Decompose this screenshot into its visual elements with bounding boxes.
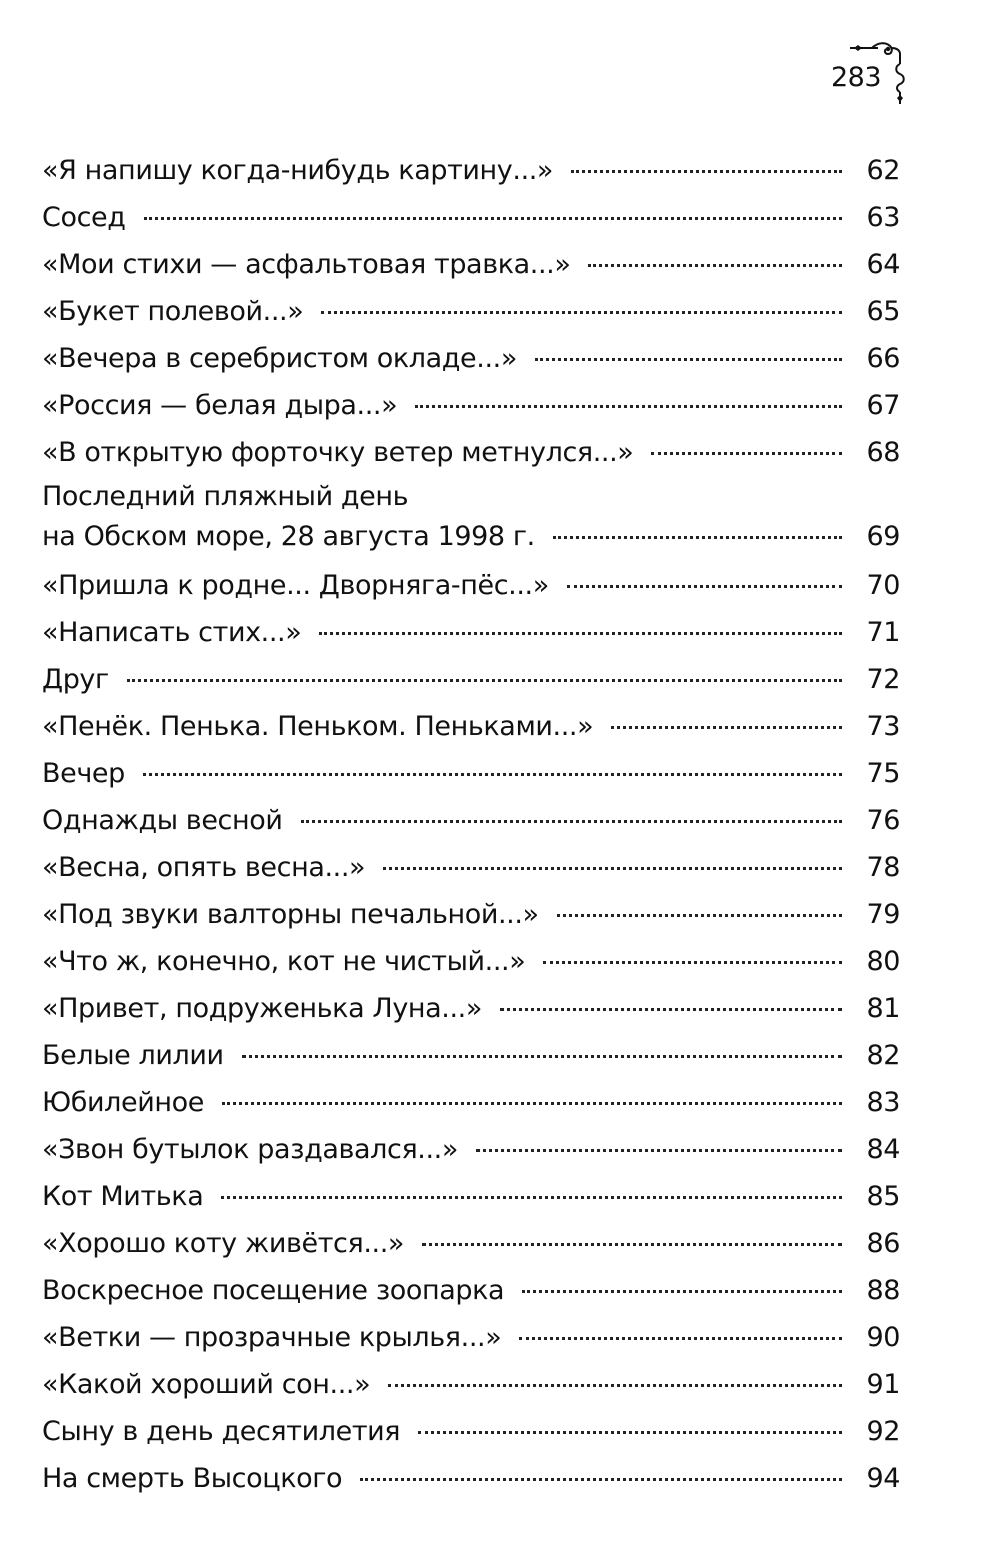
dot-leader xyxy=(321,311,842,314)
toc-entry[interactable] xyxy=(42,289,900,336)
dot-leader xyxy=(522,1290,842,1293)
entry-page-number: 86 xyxy=(866,1228,900,1259)
toc-entry[interactable] xyxy=(42,242,900,289)
toc-entry[interactable] xyxy=(42,1080,900,1127)
entry-page-number: 75 xyxy=(866,758,900,789)
toc-entry[interactable] xyxy=(42,195,900,242)
toc-entry[interactable] xyxy=(42,430,900,477)
entry-title: Кот Митька xyxy=(42,1181,204,1212)
entry-title: «Вечера в серебристом окладе...» xyxy=(42,343,517,374)
toc-entry[interactable] xyxy=(42,610,900,657)
toc-entry[interactable] xyxy=(42,1127,900,1174)
dot-leader xyxy=(422,1243,842,1246)
entry-page-number: 85 xyxy=(866,1181,900,1212)
toc-entry[interactable] xyxy=(42,563,900,610)
entry-title: «Написать стих...» xyxy=(42,617,302,648)
entry-page-number: 64 xyxy=(866,249,900,280)
toc-entry[interactable] xyxy=(42,798,900,845)
dot-leader xyxy=(301,820,843,823)
entry-title: Сосед xyxy=(42,202,126,233)
toc-entry[interactable] xyxy=(42,1315,900,1362)
entry-page-number: 62 xyxy=(866,155,900,186)
dot-leader xyxy=(476,1149,842,1152)
toc-entry[interactable] xyxy=(42,939,900,986)
dot-leader xyxy=(567,585,842,588)
dot-leader xyxy=(500,1008,842,1011)
entry-title: «Хорошо коту живётся...» xyxy=(42,1228,404,1259)
dot-leader xyxy=(144,217,843,220)
entry-title: на Обском море, 28 августа 1998 г. xyxy=(42,521,535,552)
dot-leader xyxy=(221,1196,842,1199)
entry-title: «В открытую форточку ветер метнулся...» xyxy=(42,437,634,468)
entry-title: Юбилейное xyxy=(42,1087,204,1118)
toc-entry[interactable] xyxy=(42,751,900,798)
toc-entry[interactable] xyxy=(42,1033,900,1080)
entry-page-number: 84 xyxy=(866,1134,900,1165)
entry-title: «Под звуки валторны печальной...» xyxy=(42,899,539,930)
dot-leader xyxy=(571,170,842,173)
toc-entry[interactable] xyxy=(42,477,900,563)
entry-title: Воскресное посещение зоопарка xyxy=(42,1275,505,1306)
toc-entry[interactable] xyxy=(42,336,900,383)
entry-page-number: 80 xyxy=(866,946,900,977)
dot-leader xyxy=(553,536,842,539)
entry-title: «Что ж, конечно, кот не чистый...» xyxy=(42,946,526,977)
entry-page-number: 78 xyxy=(866,852,900,883)
dot-leader xyxy=(651,452,842,455)
dot-leader xyxy=(319,632,842,635)
entry-title: Белые лилии xyxy=(42,1040,224,1071)
entry-title: «Пенёк. Пенька. Пеньком. Пеньками...» xyxy=(42,711,594,742)
dot-leader xyxy=(543,961,842,964)
entry-page-number: 92 xyxy=(866,1416,900,1447)
entry-page-number: 88 xyxy=(866,1275,900,1306)
dot-leader xyxy=(418,1431,842,1434)
entry-page-number: 69 xyxy=(866,521,900,552)
toc-entry[interactable] xyxy=(42,1221,900,1268)
dot-leader xyxy=(127,679,842,682)
dot-leader xyxy=(383,867,842,870)
page-number: 283 xyxy=(831,62,882,93)
dot-leader xyxy=(388,1384,842,1387)
corner-flourish-icon xyxy=(848,40,910,106)
toc-entry[interactable] xyxy=(42,892,900,939)
entry-title: Друг xyxy=(42,664,109,695)
toc-entry[interactable] xyxy=(42,1456,900,1503)
entry-title: «Весна, опять весна...» xyxy=(42,852,366,883)
entry-page-number: 70 xyxy=(866,570,900,601)
dot-leader xyxy=(143,773,842,776)
entry-title: «Звон бутылок раздавался...» xyxy=(42,1134,458,1165)
toc-entry[interactable] xyxy=(42,148,900,195)
dot-leader xyxy=(415,405,842,408)
toc-entry[interactable] xyxy=(42,383,900,430)
entry-title: Однажды весной xyxy=(42,805,283,836)
entry-title: «Я напишу когда-нибудь картину...» xyxy=(42,155,554,186)
toc-entry[interactable] xyxy=(42,704,900,751)
toc-entry[interactable] xyxy=(42,657,900,704)
entry-title: Вечер xyxy=(42,758,125,789)
entry-page-number: 68 xyxy=(866,437,900,468)
entry-title: Сыну в день десятилетия xyxy=(42,1416,401,1447)
entry-page-number: 72 xyxy=(866,664,900,695)
dot-leader xyxy=(242,1055,842,1058)
entry-title: «Букет полевой...» xyxy=(42,296,304,327)
entry-page-number: 73 xyxy=(866,711,900,742)
dot-leader xyxy=(360,1478,842,1481)
toc-entry[interactable] xyxy=(42,845,900,892)
entry-page-number: 79 xyxy=(866,899,900,930)
entry-page-number: 82 xyxy=(866,1040,900,1071)
dot-leader xyxy=(535,358,842,361)
entry-page-number: 81 xyxy=(866,993,900,1024)
entry-title: «Мои стихи — асфальтовая травка...» xyxy=(42,249,571,280)
entry-title: «Россия — белая дыра...» xyxy=(42,390,398,421)
dot-leader xyxy=(557,914,842,917)
toc-entry[interactable] xyxy=(42,1409,900,1456)
entry-page-number: 63 xyxy=(866,202,900,233)
table-of-contents xyxy=(42,148,900,1503)
entry-page-number: 71 xyxy=(866,617,900,648)
dot-leader xyxy=(519,1337,842,1340)
entry-page-number: 94 xyxy=(866,1463,900,1494)
entry-page-number: 65 xyxy=(866,296,900,327)
toc-entry[interactable] xyxy=(42,1268,900,1315)
entry-page-number: 91 xyxy=(866,1369,900,1400)
entry-page-number: 67 xyxy=(866,390,900,421)
entry-page-number: 76 xyxy=(866,805,900,836)
entry-title: На смерть Высоцкого xyxy=(42,1463,343,1494)
entry-page-number: 83 xyxy=(866,1087,900,1118)
entry-title: «Ветки — прозрачные крылья...» xyxy=(42,1322,502,1353)
toc-entry[interactable] xyxy=(42,1174,900,1221)
toc-entry[interactable] xyxy=(42,1362,900,1409)
dot-leader xyxy=(611,726,842,729)
entry-title: «Какой хороший сон...» xyxy=(42,1369,371,1400)
dot-leader xyxy=(588,264,842,267)
entry-page-number: 90 xyxy=(866,1322,900,1353)
entry-title-line1: Последний пляжный день xyxy=(42,481,409,512)
entry-title: «Привет, подруженька Луна...» xyxy=(42,993,482,1024)
entry-page-number: 66 xyxy=(866,343,900,374)
toc-entry[interactable] xyxy=(42,986,900,1033)
entry-title: «Пришла к родне... Дворняга-пёс...» xyxy=(42,570,549,601)
dot-leader xyxy=(222,1102,842,1105)
